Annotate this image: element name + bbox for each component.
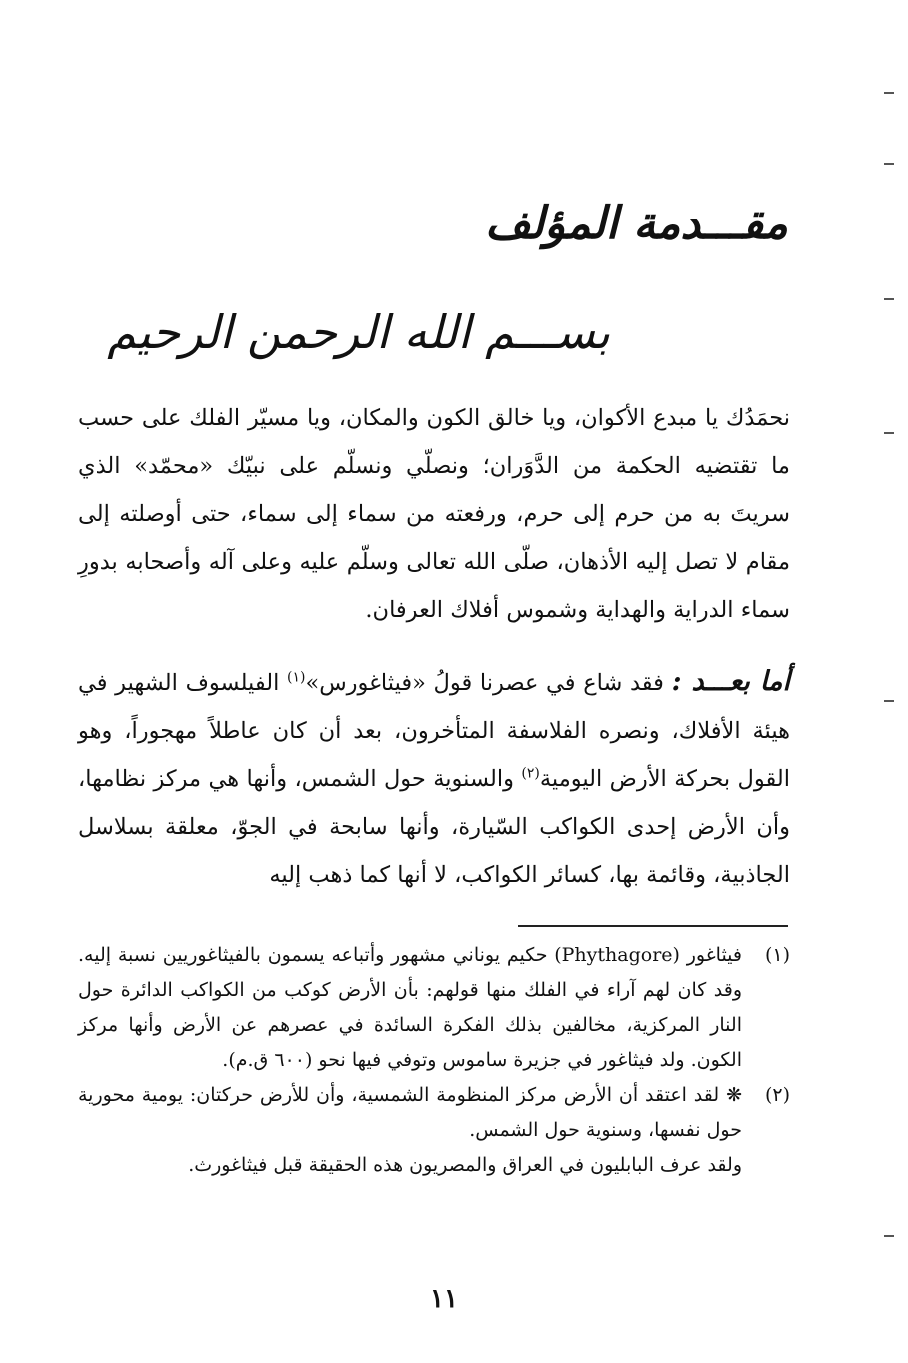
margin-mark <box>884 700 894 702</box>
footnote-ref-1[interactable]: (١) <box>286 669 306 686</box>
page-number: ١١ <box>430 1284 458 1314</box>
margin-mark <box>884 432 894 434</box>
paragraph-lead-word: أما بعـــد : <box>671 666 790 697</box>
paragraph-text: الفيلسوف الشهير في هيئة الأفلاك، ونصره الفلاسفة المتأخرون، بعد أن كان عاطلاً مهجوراً، وهو القول بحركة الأرض اليومية <box>78 670 791 792</box>
chapter-title: مقـــدمة المؤلف <box>485 198 788 249</box>
intro-paragraph: نحمَدُك يا مبدع الأكوان، ويا خالق الكون والمكان، ويا مسيّر الفلك على حسب ما تقتضيه الحكمة من الدَّوَران؛ ونصلّي ونسلّم على نبيّك «محمّد» الذي سريتَ به من حرم إلى حرم، ورفعته من سماء إلى سماء، حتى أوصلته إلى مقام لا تصل إليه الأذهان، صلّى الله تعالى وسلّم عليه وعلى آله وأصحابه بدورِ سماء الدراية والهداية وشموس أفلاك العرفان. <box>78 405 790 623</box>
footnote-2 <box>78 1078 790 1148</box>
footnotes-section <box>78 938 790 1183</box>
paragraph-text: والسنوية حول الشمس، وأنها هي مركز نظامها، وأن الأرض إحدى الكواكب السّيارة، وأنها سابحة في الجوّ، معلقة بسلاسل الجاذبية، وقائمة بها، كسائر الكواكب، لا أنها كما ذهب إليه <box>78 766 790 888</box>
footnote-text: فيثاغور (Phythagore) حكيم يوناني مشهور وأتباعه يسمون بالفيثاغوريين نسبة إليه. وقد كان لهم آراء في الفلك منها قولهم: بأن الأرض كوكب من الكواكب الدائرة حول النار المركزية، مخالفين بذلك الفكرة السائدة في عصرهم عن الأرض وأنها مركز الكون. ولد فيثاغور في جزيرة ساموس وتوفي فيها نحو (٦٠٠ ق.م). <box>78 944 742 1071</box>
margin-mark <box>884 92 894 94</box>
margin-mark <box>884 163 894 165</box>
margin-mark <box>884 1235 894 1237</box>
main-paragraph <box>78 658 790 899</box>
paragraph-text: فقد شاع في عصرنا قولُ «فيثاغورس» <box>305 670 672 696</box>
footnote-1 <box>78 938 790 1078</box>
footnote-text: ❋ لقد اعتقد أن الأرض مركز المنظومة الشمسية، وأن للأرض حركتان: يومية محورية حول نفسها، وسنوية حول الشمس. <box>78 1084 742 1141</box>
footnote-number: (١) <box>764 944 790 966</box>
footnote-ref-2[interactable]: (٢) <box>521 765 540 782</box>
basmala-heading: بســـم الله الرحمن الرحيم <box>107 305 610 359</box>
margin-mark <box>884 298 894 300</box>
footnote-number: (٢) <box>764 1084 790 1106</box>
footnote-divider <box>518 925 788 927</box>
footnote-2-continuation: ولقد عرف البابليون في العراق والمصريون هذه الحقيقة قبل فيثاغورث. <box>188 1154 742 1176</box>
